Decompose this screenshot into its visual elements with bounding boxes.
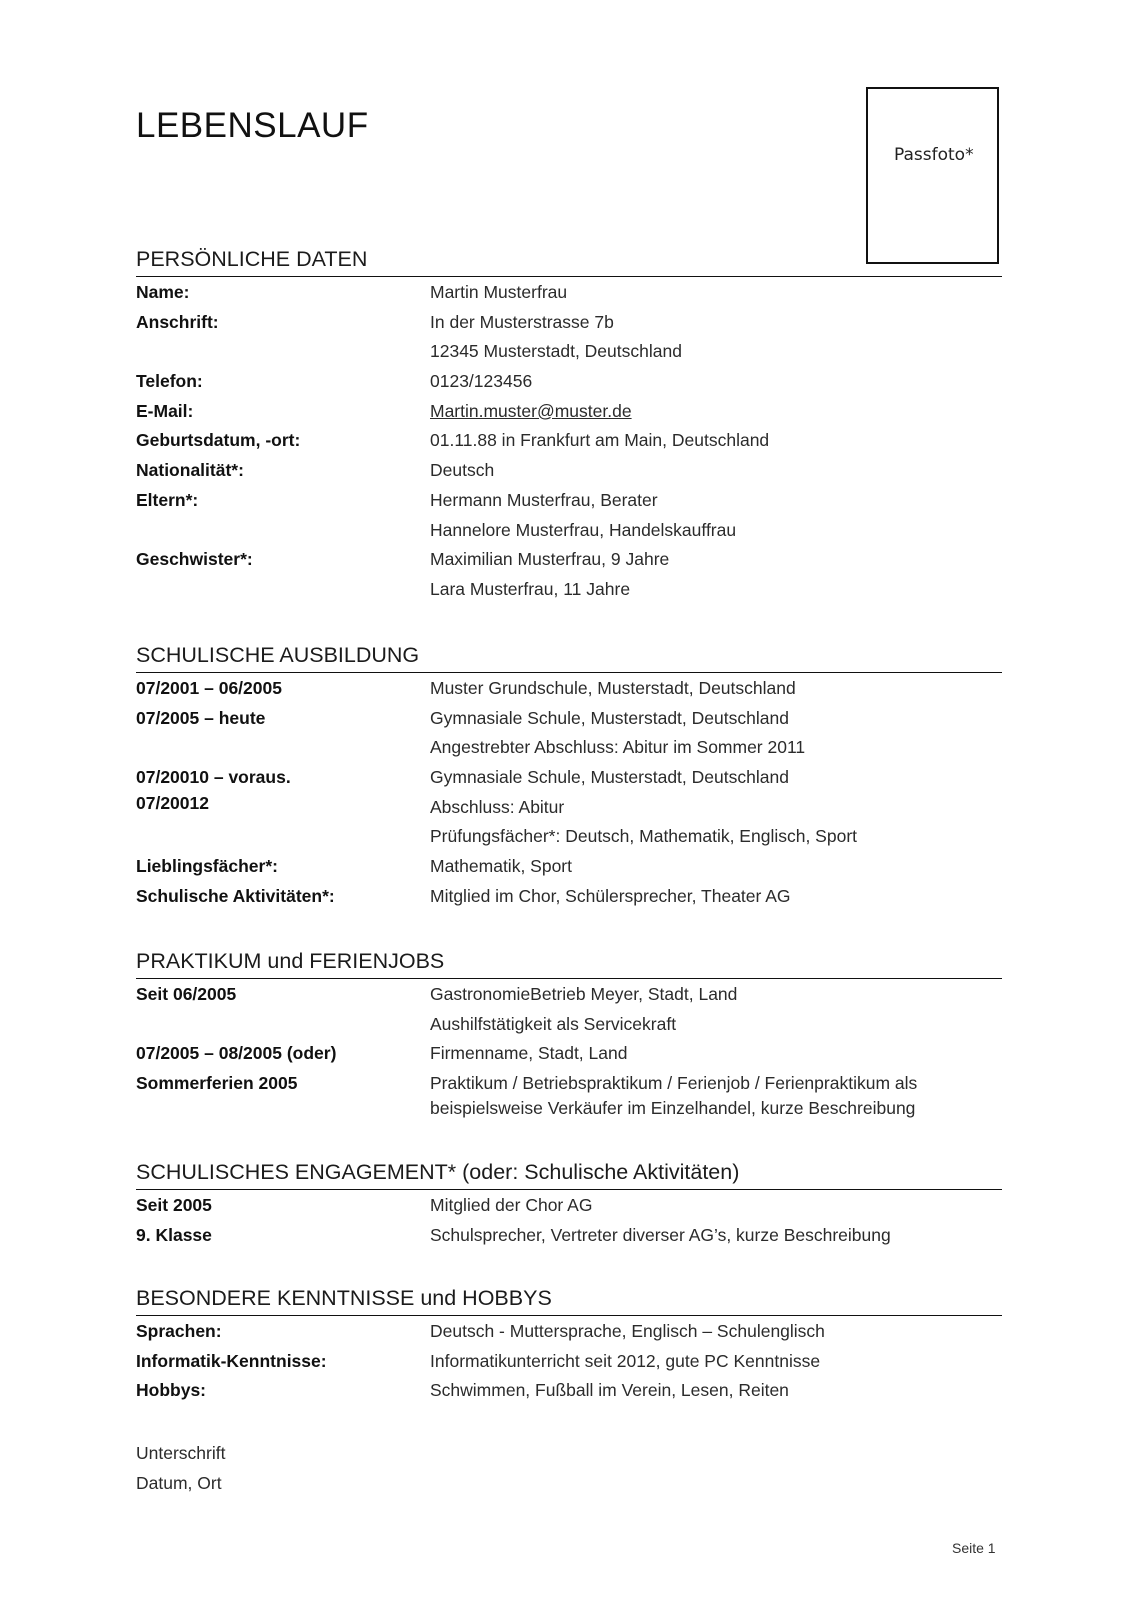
row-value: 0123/123456 bbox=[430, 371, 533, 392]
data-row bbox=[136, 882, 1002, 912]
row-value: Deutsch - Muttersprache, Englisch – Schulenglisch bbox=[430, 1321, 825, 1341]
email-link[interactable]: Martin.muster@muster.de bbox=[430, 400, 632, 421]
row-value: Firmenname, Stadt, Land bbox=[430, 1043, 628, 1064]
row-value: Aushilfstätigkeit als Servicekraft bbox=[430, 1013, 677, 1034]
photo-label: Passfoto* bbox=[894, 145, 974, 165]
row-value: Gymnasiale Schule, Musterstadt, Deutschland bbox=[430, 707, 789, 728]
data-row bbox=[136, 278, 1002, 308]
data-row bbox=[136, 308, 1002, 338]
row-value: Maximilian Musterfrau, 9 Jahre bbox=[430, 549, 670, 570]
page-number: Seite 1 bbox=[952, 1540, 996, 1556]
row-label: Informatik-Kenntnisse: bbox=[136, 1350, 327, 1371]
row-label: 07/2005 – 08/2005 (oder) bbox=[136, 1043, 337, 1064]
data-row bbox=[136, 545, 1002, 575]
row-value: Schulsprecher, Vertreter diverser AG’s, kurze Beschreibung bbox=[430, 1224, 891, 1245]
row-value: Praktikum / Betriebspraktikum / Ferienjob / Ferienpraktikum als beispielsweise Verkäufer im Einzelhandel, kurze Beschreibung bbox=[430, 1073, 918, 1119]
section-school-engagement bbox=[136, 1158, 1002, 1250]
row-label: 07/2005 – heute bbox=[136, 707, 266, 728]
row-label: Schulische Aktivitäten*: bbox=[136, 885, 335, 906]
row-label: Geschwister*: bbox=[136, 549, 253, 570]
row-label: Sommerferien 2005 bbox=[136, 1073, 298, 1094]
data-row bbox=[136, 1039, 1002, 1069]
row-value: Martin Musterfrau bbox=[430, 282, 568, 302]
row-value: Lara Musterfrau, 11 Jahre bbox=[430, 578, 631, 599]
data-row bbox=[136, 575, 1002, 605]
row-value: Mitglied im Chor, Schülersprecher, Theater AG bbox=[430, 885, 791, 906]
data-row bbox=[136, 397, 1002, 427]
data-row bbox=[136, 1347, 1002, 1377]
section-skills-hobbies bbox=[136, 1284, 1002, 1406]
section-school-education bbox=[136, 641, 1002, 912]
row-value: Deutsch bbox=[430, 460, 495, 481]
row-value: Hermann Musterfrau, Berater bbox=[430, 489, 658, 510]
row-label: Lieblingsfächer*: bbox=[136, 856, 278, 877]
date-place-label: Datum, Ort bbox=[136, 1473, 222, 1493]
data-row bbox=[136, 1221, 1002, 1251]
row-label: Anschrift: bbox=[136, 311, 219, 332]
row-label: Seit 06/2005 bbox=[136, 984, 237, 1004]
data-row bbox=[136, 426, 1002, 456]
row-label: 07/20010 – voraus. bbox=[136, 767, 291, 788]
row-label: Geburtsdatum, -ort: bbox=[136, 430, 301, 451]
data-row bbox=[136, 1191, 1002, 1221]
data-row bbox=[136, 793, 1002, 823]
document-title: LEBENSLAUF bbox=[136, 106, 369, 145]
row-label: Seit 2005 bbox=[136, 1195, 212, 1215]
data-row bbox=[136, 1376, 1002, 1406]
row-value: Schwimmen, Fußball im Verein, Lesen, Reiten bbox=[430, 1380, 789, 1401]
row-value: Muster Grundschule, Musterstadt, Deutschland bbox=[430, 678, 796, 698]
data-row bbox=[136, 516, 1002, 546]
row-label: E-Mail: bbox=[136, 400, 194, 421]
data-row bbox=[136, 1069, 1002, 1121]
row-label: Sprachen: bbox=[136, 1321, 222, 1341]
row-label: Eltern*: bbox=[136, 489, 199, 510]
data-row bbox=[136, 486, 1002, 516]
data-row bbox=[136, 337, 1002, 367]
section-heading: BESONDERE KENNTNISSE und HOBBYS bbox=[136, 1284, 1002, 1316]
data-row bbox=[136, 1010, 1002, 1040]
section-internship bbox=[136, 947, 1002, 1121]
row-value: Hannelore Musterfrau, Handelskauffrau bbox=[430, 519, 737, 540]
row-label: 07/2001 – 06/2005 bbox=[136, 678, 282, 698]
data-row bbox=[136, 704, 1002, 734]
row-label: 07/20012 bbox=[136, 792, 209, 813]
section-heading: PRAKTIKUM und FERIENJOBS bbox=[136, 947, 1002, 979]
section-personal-data bbox=[136, 245, 1002, 605]
row-value: Gymnasiale Schule, Musterstadt, Deutschland bbox=[430, 767, 789, 788]
row-label: Telefon: bbox=[136, 371, 203, 392]
row-label: 9. Klasse bbox=[136, 1224, 212, 1245]
data-row bbox=[136, 822, 1002, 852]
row-value: 12345 Musterstadt, Deutschland bbox=[430, 341, 682, 362]
signature-label: Unterschrift bbox=[136, 1443, 226, 1463]
row-value: Mitglied der Chor AG bbox=[430, 1195, 593, 1215]
row-value: 01.11.88 in Frankfurt am Main, Deutschland bbox=[430, 430, 770, 451]
data-row bbox=[136, 456, 1002, 486]
data-row bbox=[136, 367, 1002, 397]
passport-photo-placeholder bbox=[866, 87, 999, 264]
data-row bbox=[136, 980, 1002, 1010]
row-label: Hobbys: bbox=[136, 1380, 206, 1401]
row-value: GastronomieBetrieb Meyer, Stadt, Land bbox=[430, 984, 738, 1004]
row-value: Angestrebter Abschluss: Abitur im Sommer 2011 bbox=[430, 737, 806, 758]
row-value: Abschluss: Abitur bbox=[430, 796, 565, 817]
row-label: Name: bbox=[136, 282, 190, 302]
data-row bbox=[136, 763, 1002, 793]
data-row bbox=[136, 1317, 1002, 1347]
data-row bbox=[136, 852, 1002, 882]
data-row bbox=[136, 674, 1002, 704]
section-heading: SCHULISCHE AUSBILDUNG bbox=[136, 641, 1002, 673]
data-row bbox=[136, 733, 1002, 763]
row-value: Mathematik, Sport bbox=[430, 856, 572, 877]
row-value: Informatikunterricht seit 2012, gute PC Kenntnisse bbox=[430, 1350, 821, 1371]
row-value: In der Musterstrasse 7b bbox=[430, 311, 614, 332]
section-heading: SCHULISCHES ENGAGEMENT* (oder: Schulische Aktivitäten) bbox=[136, 1158, 1002, 1190]
section-heading: PERSÖNLICHE DATEN bbox=[136, 245, 1002, 277]
row-label: Nationalität*: bbox=[136, 460, 244, 481]
row-value: Prüfungsfächer*: Deutsch, Mathematik, Englisch, Sport bbox=[430, 826, 858, 847]
